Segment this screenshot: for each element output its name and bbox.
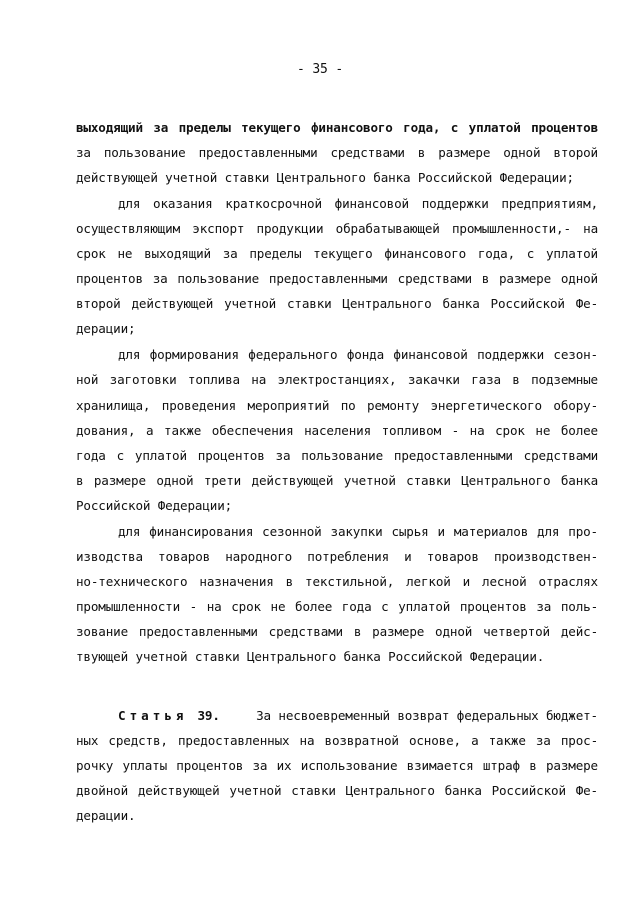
text-line: Российской Федерации; — [76, 498, 233, 513]
article-first-line — [118, 706, 598, 726]
text-line: изводства товаров народного потребления и товаров производствен- — [76, 549, 598, 564]
text-line: но-технического назначения в текстильной, легкой и лесной отраслях — [76, 574, 598, 589]
text-line: выходящий за пределы текущего финансового года, с уплатой процентов — [76, 120, 598, 135]
text-line: хранилища, проведения мероприятий по ремонту энергетического обору- — [76, 398, 598, 413]
text-line: года с уплатой процентов за пользование предоставленными средствами — [76, 448, 598, 463]
text-line: дования, а также обеспечения населения топливом - на срок не более — [76, 423, 598, 438]
article-text-line: За несвоевременный возврат федеральных бюджет- — [256, 708, 598, 723]
text-line: срок не выходящий за пределы текущего финансового года, с уплатой — [76, 246, 598, 261]
text-line: в размере одной трети действующей учетной ставки Центрального банка — [76, 473, 598, 488]
text-line: для финансирования сезонной закупки сырья и материалов для про- — [118, 524, 598, 539]
text-line: твующей учетной ставки Центрального банка Российской Федерации. — [76, 649, 545, 664]
text-line: действующей учетной ставки Центрального банка Российской Федерации; — [76, 170, 574, 185]
text-line: зование предоставленными средствами в размере одной четвертой дейс- — [76, 624, 598, 639]
article-heading: Статья — [118, 708, 188, 723]
text-line: второй действующей учетной ставки Центрального банка Российской Фе- — [76, 296, 598, 311]
article-text-line: рочку уплаты процентов за их использование взимается штраф в размере — [76, 758, 598, 773]
text-line: дерации; — [76, 321, 136, 336]
page-number: - 35 - — [296, 62, 344, 77]
text-line: осуществляющим экспорт продукции обрабатывающей промышленности,- на — [76, 221, 598, 236]
text-line: процентов за пользование предоставленными средствами в размере одной — [76, 271, 598, 286]
text-line: ной заготовки топлива на электростанциях, закачки газа в подземные — [76, 372, 598, 387]
article-text-line: двойной действующей учетной ставки Центрального банка Российской Фе- — [76, 783, 598, 798]
text-line: промышленности - на срок не более года с уплатой процентов за поль- — [76, 599, 598, 614]
article-number: 39. — [197, 708, 220, 723]
text-line: за пользование предоставленными средствами в размере одной второй — [76, 145, 598, 160]
article-text-line: дерации. — [76, 808, 136, 823]
text-line: для оказания краткосрочной финансовой поддержки предприятиям, — [118, 196, 598, 211]
text-line: для формирования федерального фонда финансовой поддержки сезон- — [118, 347, 598, 362]
article-text-line: ных средств, предоставленных на возвратной основе, а также за прос- — [76, 733, 598, 748]
